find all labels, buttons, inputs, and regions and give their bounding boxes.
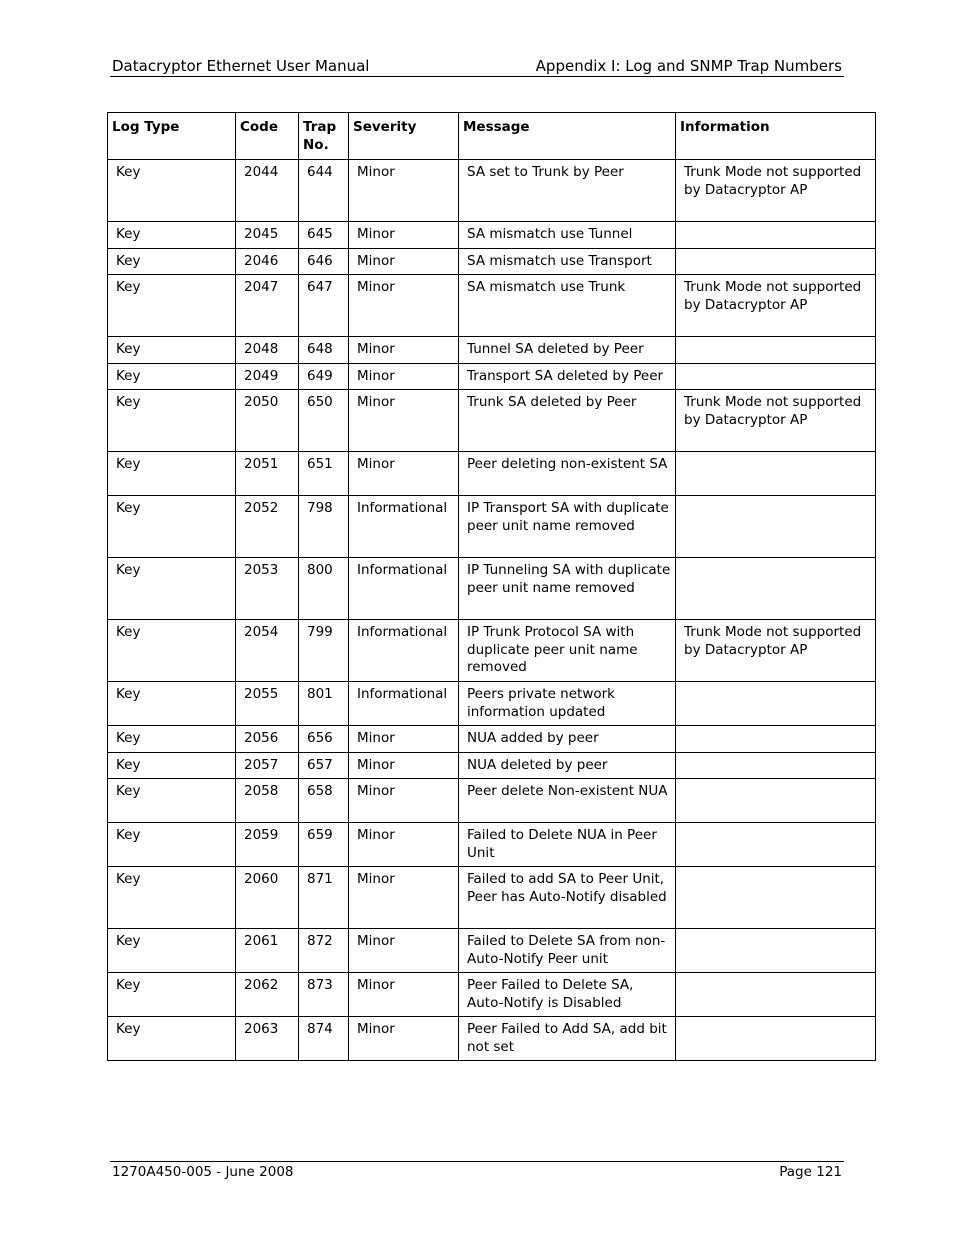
cell-log-type: Key <box>108 222 236 249</box>
cell-information <box>676 752 876 779</box>
cell-severity: Informational <box>349 620 459 682</box>
cell-message: SA mismatch use Tunnel <box>459 222 676 249</box>
cell-code: 2052 <box>236 496 299 558</box>
table-row <box>108 929 876 973</box>
cell-trap: 647 <box>299 275 349 337</box>
cell-log-type: Key <box>108 275 236 337</box>
cell-message: NUA added by peer <box>459 726 676 753</box>
cell-log-type: Key <box>108 160 236 222</box>
cell-code: 2060 <box>236 867 299 929</box>
cell-information <box>676 248 876 275</box>
cell-severity: Minor <box>349 779 459 823</box>
cell-log-type: Key <box>108 682 236 726</box>
cell-trap: 657 <box>299 752 349 779</box>
cell-information <box>676 973 876 1017</box>
cell-trap: 648 <box>299 337 349 364</box>
table-row <box>108 222 876 249</box>
cell-trap: 871 <box>299 867 349 929</box>
cell-information: Trunk Mode not supported by Datacryptor AP <box>676 390 876 452</box>
col-header-severity: Severity <box>349 113 459 160</box>
cell-log-type: Key <box>108 779 236 823</box>
cell-message: Peer deleting non-existent SA <box>459 452 676 496</box>
table-row <box>108 363 876 390</box>
trap-table <box>107 112 876 1061</box>
cell-trap: 650 <box>299 390 349 452</box>
cell-trap: 645 <box>299 222 349 249</box>
cell-log-type: Key <box>108 823 236 867</box>
cell-code: 2051 <box>236 452 299 496</box>
cell-severity: Minor <box>349 867 459 929</box>
cell-severity: Minor <box>349 973 459 1017</box>
cell-message: Peers private network information updated <box>459 682 676 726</box>
cell-code: 2063 <box>236 1017 299 1061</box>
table-row <box>108 558 876 620</box>
cell-log-type: Key <box>108 390 236 452</box>
cell-code: 2062 <box>236 973 299 1017</box>
col-header-log-type: Log Type <box>108 113 236 160</box>
cell-severity: Minor <box>349 248 459 275</box>
cell-information <box>676 558 876 620</box>
cell-information <box>676 496 876 558</box>
table-row <box>108 726 876 753</box>
col-header-trap-no: Trap No. <box>299 113 349 160</box>
cell-message: Trunk SA deleted by Peer <box>459 390 676 452</box>
cell-information: Trunk Mode not supported by Datacryptor AP <box>676 160 876 222</box>
cell-log-type: Key <box>108 558 236 620</box>
cell-trap: 651 <box>299 452 349 496</box>
cell-trap: 801 <box>299 682 349 726</box>
table-header-row <box>108 113 876 160</box>
table-row <box>108 1017 876 1061</box>
cell-information <box>676 363 876 390</box>
cell-trap: 644 <box>299 160 349 222</box>
cell-severity: Minor <box>349 452 459 496</box>
cell-code: 2054 <box>236 620 299 682</box>
cell-severity: Informational <box>349 682 459 726</box>
cell-severity: Minor <box>349 929 459 973</box>
cell-information <box>676 779 876 823</box>
cell-log-type: Key <box>108 726 236 753</box>
cell-message: SA mismatch use Transport <box>459 248 676 275</box>
table-row <box>108 496 876 558</box>
cell-log-type: Key <box>108 973 236 1017</box>
table-row <box>108 752 876 779</box>
cell-severity: Minor <box>349 823 459 867</box>
table-row <box>108 160 876 222</box>
cell-log-type: Key <box>108 929 236 973</box>
cell-log-type: Key <box>108 867 236 929</box>
cell-trap: 874 <box>299 1017 349 1061</box>
cell-severity: Informational <box>349 558 459 620</box>
cell-severity: Minor <box>349 726 459 753</box>
cell-severity: Minor <box>349 275 459 337</box>
cell-information <box>676 452 876 496</box>
table-row <box>108 779 876 823</box>
cell-message: Transport SA deleted by Peer <box>459 363 676 390</box>
cell-trap: 658 <box>299 779 349 823</box>
cell-message: IP Trunk Protocol SA with duplicate peer unit name removed <box>459 620 676 682</box>
table-row <box>108 620 876 682</box>
cell-information <box>676 1017 876 1061</box>
cell-message: NUA deleted by peer <box>459 752 676 779</box>
cell-message: Peer delete Non-existent NUA <box>459 779 676 823</box>
cell-severity: Minor <box>349 363 459 390</box>
cell-code: 2049 <box>236 363 299 390</box>
cell-severity: Informational <box>349 496 459 558</box>
cell-information <box>676 867 876 929</box>
cell-message: SA mismatch use Trunk <box>459 275 676 337</box>
footer-divider <box>110 1161 844 1162</box>
col-header-information: Information <box>676 113 876 160</box>
cell-code: 2047 <box>236 275 299 337</box>
cell-code: 2045 <box>236 222 299 249</box>
cell-trap: 656 <box>299 726 349 753</box>
cell-message: Tunnel SA deleted by Peer <box>459 337 676 364</box>
table-row <box>108 867 876 929</box>
table-row <box>108 275 876 337</box>
cell-severity: Minor <box>349 1017 459 1061</box>
cell-log-type: Key <box>108 452 236 496</box>
cell-message: IP Tunneling SA with duplicate peer unit name removed <box>459 558 676 620</box>
cell-trap: 873 <box>299 973 349 1017</box>
cell-severity: Minor <box>349 222 459 249</box>
cell-log-type: Key <box>108 1017 236 1061</box>
cell-message: Failed to Delete NUA in Peer Unit <box>459 823 676 867</box>
cell-information: Trunk Mode not supported by Datacryptor AP <box>676 275 876 337</box>
cell-message: SA set to Trunk by Peer <box>459 160 676 222</box>
cell-code: 2050 <box>236 390 299 452</box>
col-header-code: Code <box>236 113 299 160</box>
cell-information: Trunk Mode not supported by Datacryptor AP <box>676 620 876 682</box>
header-section: Appendix I: Log and SNMP Trap Numbers <box>535 57 842 75</box>
cell-code: 2053 <box>236 558 299 620</box>
cell-message: IP Transport SA with duplicate peer unit name removed <box>459 496 676 558</box>
cell-message: Peer Failed to Delete SA, Auto-Notify is Disabled <box>459 973 676 1017</box>
col-header-message: Message <box>459 113 676 160</box>
cell-information <box>676 726 876 753</box>
cell-log-type: Key <box>108 337 236 364</box>
cell-severity: Minor <box>349 390 459 452</box>
cell-code: 2061 <box>236 929 299 973</box>
table-row <box>108 682 876 726</box>
cell-code: 2046 <box>236 248 299 275</box>
cell-code: 2057 <box>236 752 299 779</box>
cell-code: 2059 <box>236 823 299 867</box>
cell-log-type: Key <box>108 363 236 390</box>
table-row <box>108 973 876 1017</box>
cell-severity: Minor <box>349 752 459 779</box>
cell-trap: 872 <box>299 929 349 973</box>
cell-code: 2056 <box>236 726 299 753</box>
cell-trap: 799 <box>299 620 349 682</box>
cell-trap: 659 <box>299 823 349 867</box>
cell-log-type: Key <box>108 620 236 682</box>
cell-log-type: Key <box>108 496 236 558</box>
cell-code: 2055 <box>236 682 299 726</box>
cell-information <box>676 222 876 249</box>
cell-trap: 800 <box>299 558 349 620</box>
cell-log-type: Key <box>108 752 236 779</box>
table-row <box>108 337 876 364</box>
cell-severity: Minor <box>349 337 459 364</box>
table-row <box>108 823 876 867</box>
page-number: Page 121 <box>779 1164 842 1180</box>
footer-doc-id: 1270A450-005 - June 2008 <box>112 1164 294 1180</box>
cell-information <box>676 682 876 726</box>
cell-code: 2044 <box>236 160 299 222</box>
cell-message: Failed to add SA to Peer Unit, Peer has Auto-Notify disabled <box>459 867 676 929</box>
cell-code: 2058 <box>236 779 299 823</box>
table-row <box>108 248 876 275</box>
header-title: Datacryptor Ethernet User Manual <box>112 57 370 75</box>
cell-message: Failed to Delete SA from non-Auto-Notify Peer unit <box>459 929 676 973</box>
cell-trap: 649 <box>299 363 349 390</box>
cell-code: 2048 <box>236 337 299 364</box>
cell-log-type: Key <box>108 248 236 275</box>
table-row <box>108 452 876 496</box>
cell-trap: 646 <box>299 248 349 275</box>
header-divider <box>110 76 844 77</box>
cell-information <box>676 823 876 867</box>
cell-information <box>676 337 876 364</box>
table-row <box>108 390 876 452</box>
cell-trap: 798 <box>299 496 349 558</box>
cell-severity: Minor <box>349 160 459 222</box>
cell-message: Peer Failed to Add SA, add bit not set <box>459 1017 676 1061</box>
cell-information <box>676 929 876 973</box>
